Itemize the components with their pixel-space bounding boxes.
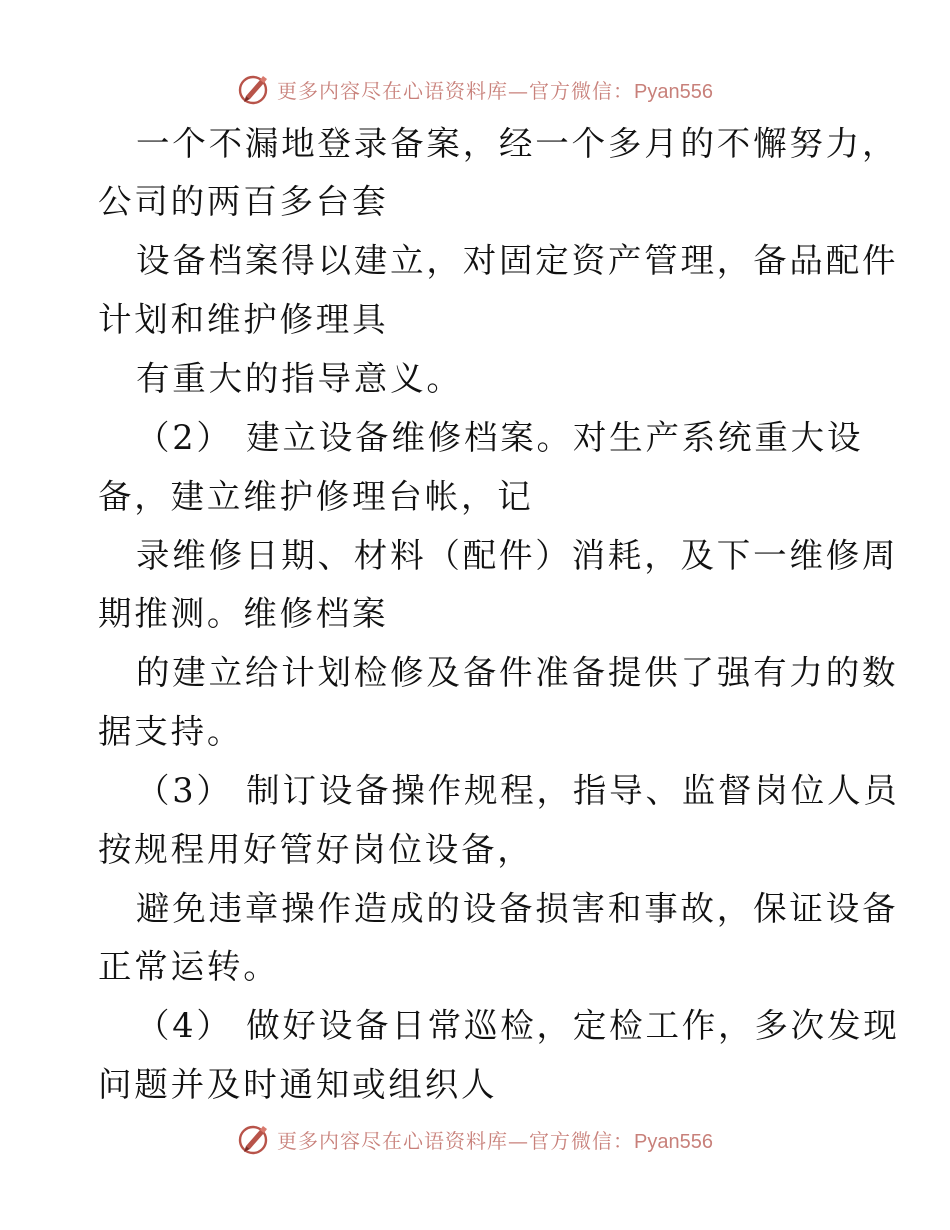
pen-logo-icon [237, 1122, 271, 1156]
pen-logo-icon [237, 72, 271, 106]
watermark-text: 更多内容尽在心语资料库—官方微信：Pyan556 [277, 1128, 713, 1153]
paragraph-line: 备，建立维护修理台帐，记 [98, 477, 534, 516]
paragraph-line: （2） 建立设备维修档案。对生产系统重大设 [136, 418, 864, 457]
paragraph-line: 一个不漏地登录备案，经一个多月的不懈努力， [136, 124, 899, 163]
paragraph-line: 问题并及时通知或组织人 [98, 1065, 498, 1104]
paragraph-line: 录维修日期、材料（配件）消耗，及下一维修周 [136, 536, 899, 575]
paragraph-line: （3） 制订设备操作规程，指导、监督岗位人员 [136, 771, 900, 810]
paragraph-line: 按规程用好管好岗位设备， [98, 830, 534, 869]
footer-watermark [0, 1122, 950, 1156]
paragraph-line: 的建立给计划检修及备件准备提供了强有力的数 [136, 653, 899, 692]
paragraph-line: 公司的两百多台套 [98, 182, 389, 221]
paragraph-line: 据支持。 [98, 712, 244, 751]
paragraph-line: （4） 做好设备日常巡检，定检工作，多次发现 [136, 1006, 900, 1045]
paragraph-line: 有重大的指导意义。 [136, 359, 463, 398]
header-watermark [0, 72, 950, 106]
paragraph-line: 避免违章操作造成的设备损害和事故，保证设备 [136, 889, 899, 928]
watermark-text: 更多内容尽在心语资料库—官方微信：Pyan556 [277, 78, 713, 103]
paragraph-line: 正常运转。 [98, 947, 280, 986]
paragraph-line: 计划和维护修理具 [98, 300, 389, 339]
paragraph-line: 设备档案得以建立，对固定资产管理，备品配件 [136, 241, 899, 280]
paragraph-line: 期推测。维修档案 [98, 594, 389, 633]
